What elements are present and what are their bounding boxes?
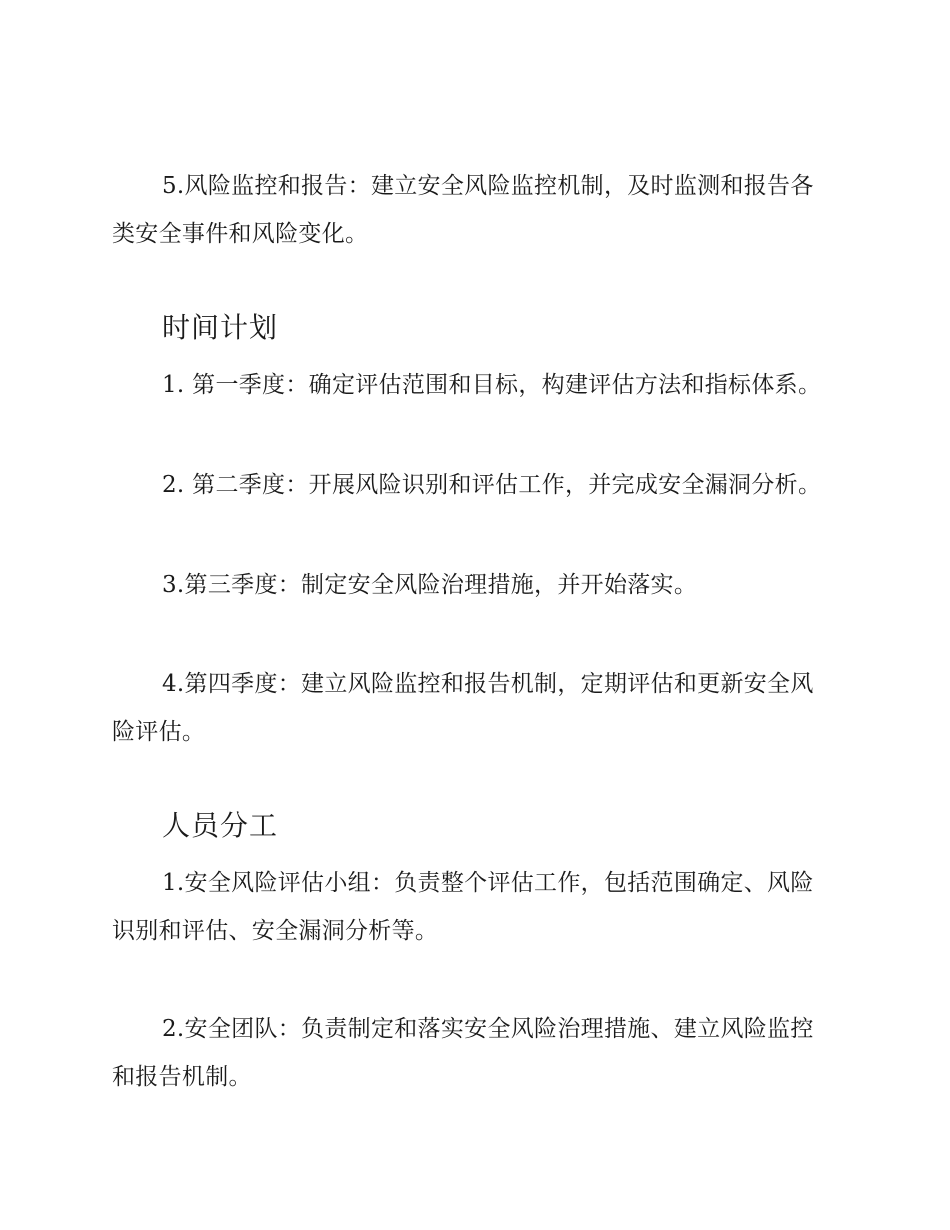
paragraph-risk-monitoring: 5.风险监控和报告：建立安全风险监控机制，及时监测和报告各类安全事件和风险变化。 (112, 173, 814, 247)
paragraph-security-team: 2.安全团队：负责制定和落实安全风险治理措施、建立风险监控和报告机制。 (112, 1016, 814, 1090)
paragraph-q3: 3.第三季度：制定安全风险治理措施，并开始落实。 (162, 572, 698, 598)
heading-staff-assignment: 人员分工 (162, 809, 279, 842)
paragraph-q2: 2. 第二季度：开展风险识别和评估工作，并完成安全漏洞分析。 (162, 472, 822, 498)
paragraph-assessment-team: 1.安全风险评估小组：负责整个评估工作，包括范围确定、风险识别和评估、安全漏洞分析等。 (112, 870, 814, 944)
heading-time-plan: 时间计划 (162, 311, 279, 344)
paragraph-q1: 1. 第一季度：确定评估范围和目标，构建评估方法和指标体系。 (162, 372, 822, 398)
paragraph-q4: 4.第四季度：建立风险监控和报告机制，定期评估和更新安全风险评估。 (112, 671, 814, 745)
